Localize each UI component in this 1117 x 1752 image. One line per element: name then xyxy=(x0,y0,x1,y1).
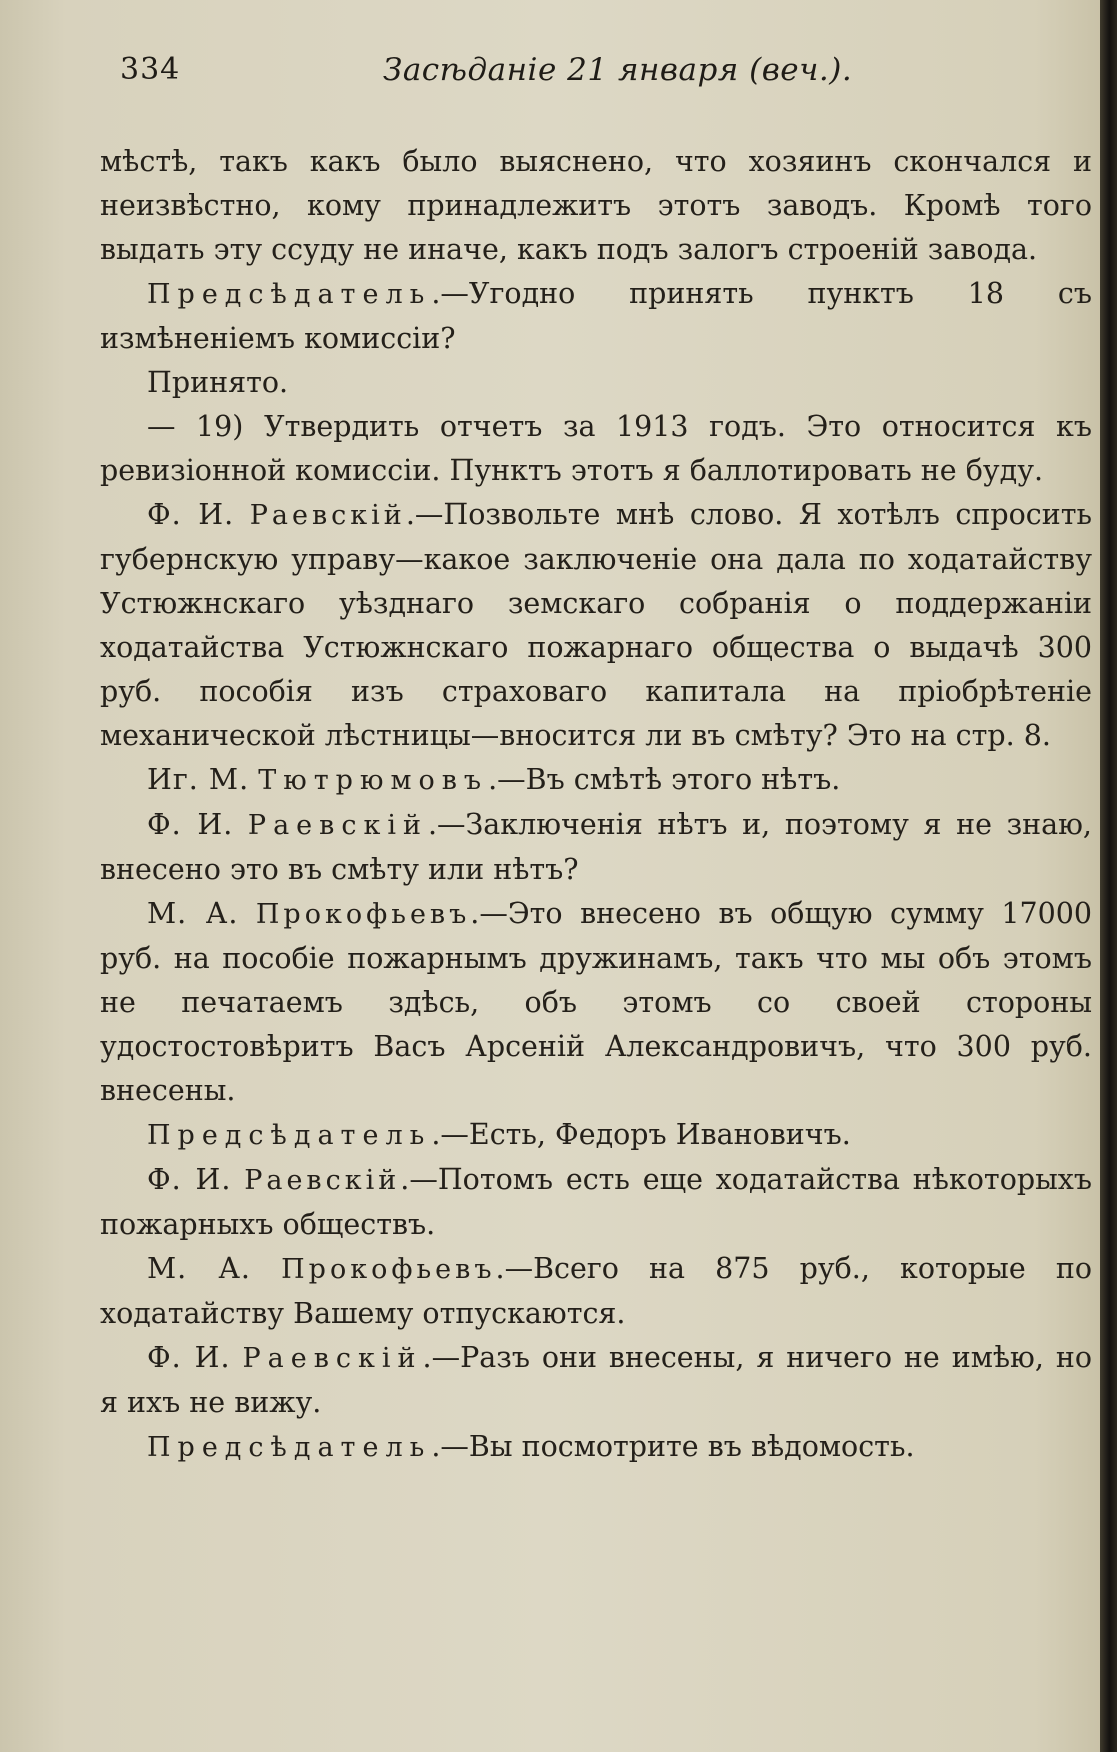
speaker-name: Прокофьевъ xyxy=(281,1254,496,1285)
paragraph-text: .—Это внесено въ общую сумму 17000 руб. на пособіе пожарнымъ дружинамъ, такъ что мы объ этомъ не печатаемъ здѣсь, объ этомъ со своей стороны удостостовѣритъ Васъ Арсеній Александровичъ, что 300 руб. внесены. xyxy=(100,897,1093,1107)
speaker-name: Предсѣдатель xyxy=(147,1120,432,1151)
speaker-initials: Ф. И. xyxy=(147,1341,231,1374)
speaker-name: Тютрюмовъ xyxy=(258,765,489,796)
speaker-initials: М. А. xyxy=(147,1252,251,1285)
page-number: 334 xyxy=(120,52,181,87)
paragraph-accepted xyxy=(100,361,1092,405)
book-spine-shadow xyxy=(1100,0,1117,1752)
speaker-name: Раевскій xyxy=(247,810,428,841)
speaker-initials: Ф. И. xyxy=(147,808,234,841)
paragraph-raevsky-4 xyxy=(100,1336,1092,1425)
speaker-initials: Ф. И. xyxy=(147,498,235,531)
paragraph-prokofyev-2 xyxy=(100,1247,1092,1336)
paragraph-text: .—Разъ они внесены, я ничего не имѣю, но я ихъ не вижу. xyxy=(100,1341,1092,1419)
paragraph-text: .—Вы посмотрите въ вѣдомость. xyxy=(431,1430,915,1463)
paragraph-raevsky-2 xyxy=(100,803,1092,892)
paragraph-chairman-3 xyxy=(100,1425,1092,1470)
paragraph-text: .—Потомъ есть еще ходатайства нѣкоторыхъ пожарныхъ обществъ. xyxy=(100,1163,1092,1241)
paragraph-text: .—Въ смѣтѣ этого нѣтъ. xyxy=(488,763,841,796)
speaker-name: Раевскій xyxy=(249,500,406,531)
paragraph-raevsky-1 xyxy=(100,493,1092,758)
paragraph-text: .—Всего на 875 руб., которые по ходатайству Вашему отпускаются. xyxy=(100,1252,1092,1330)
paragraph-text: мѣстѣ, такъ какъ было выяснено, что хозяинъ скончался и неизвѣстно, кому принадлежитъ этотъ заводъ. Кромѣ того выдать эту ссуду не иначе, какъ подъ залогъ строеній завода. xyxy=(100,145,1092,266)
paragraph-chairman-1 xyxy=(100,272,1092,361)
speaker-name: Раевскій xyxy=(242,1343,423,1374)
speaker-name: Раевскій xyxy=(244,1165,401,1196)
paragraph-text: .—Угодно принять пунктъ 18 съ измѣненіемъ комиссіи? xyxy=(100,277,1092,355)
speaker-name: Предсѣдатель xyxy=(147,279,432,310)
paragraph-text: .—Есть, Федоръ Ивановичъ. xyxy=(431,1118,851,1151)
speaker-name: Прокофьевъ xyxy=(255,899,471,930)
paragraph-text: .—Позвольте мнѣ слово. Я хотѣлъ спросить губернскую управу—какое заключеніе она дала по ходатайству Устюжнскаго уѣзднаго земскаго собранія о поддержаніи ходатайства Устюжнскаго пожарнаго общества о выдачѣ 300 руб. пособія изъ страховаго капитала на пріобрѣтеніе механической лѣстницы—вносится ли въ смѣту? Это на стр. 8. xyxy=(100,498,1092,752)
paragraph-tyutryumov xyxy=(100,758,1092,803)
body-text xyxy=(100,140,1092,1470)
paragraph-prokofyev-1 xyxy=(100,892,1092,1113)
paragraph-text: — 19) Утвердить отчетъ за 1913 годъ. Это относится къ ревизіонной комиссіи. Пунктъ этотъ я баллотировать не буду. xyxy=(100,410,1092,487)
paragraph-text: Принято. xyxy=(147,366,289,399)
speaker-initials: Ф. И. xyxy=(147,1163,232,1196)
speaker-initials: Иг. М. xyxy=(147,763,250,796)
speaker-name: Предсѣдатель xyxy=(147,1432,432,1463)
speaker-initials: М. А. xyxy=(147,897,239,930)
page-header xyxy=(120,52,1080,108)
running-title: Засѣданіе 21 января (веч.). xyxy=(383,52,853,88)
paragraph-raevsky-3 xyxy=(100,1158,1092,1247)
paragraph-item-19 xyxy=(100,405,1092,493)
paragraph-chairman-2 xyxy=(100,1113,1092,1158)
paragraph-continuation xyxy=(100,140,1092,272)
paragraph-text: .—Заключенія нѣтъ и, поэтому я не знаю, внесено это въ смѣту или нѣтъ? xyxy=(100,808,1092,886)
